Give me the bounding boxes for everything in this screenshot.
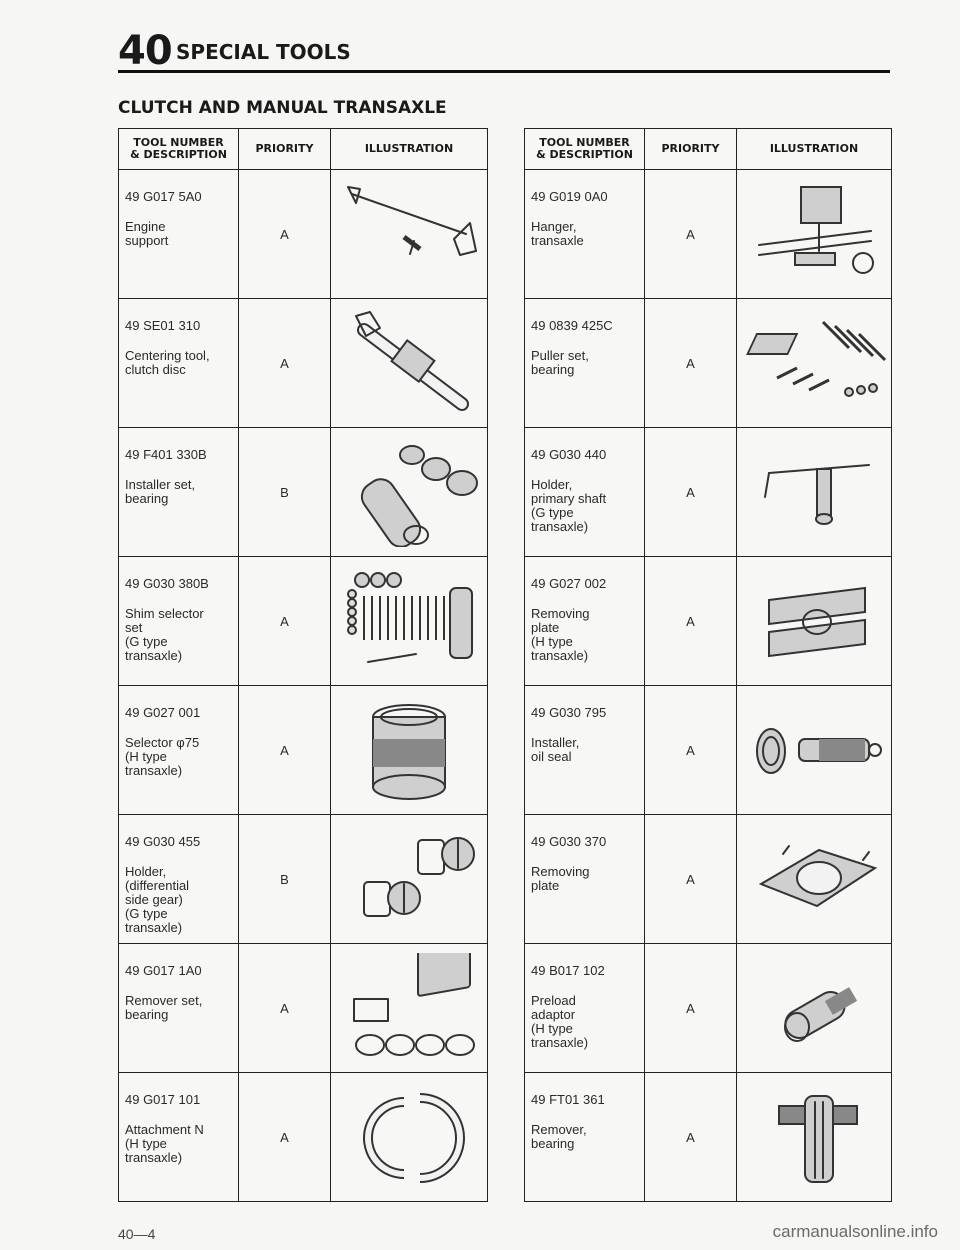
- priority-cell: A: [645, 428, 737, 556]
- table-row: [525, 944, 891, 1073]
- priority-cell: A: [645, 299, 737, 427]
- tool-description: Preload adaptor (H type transaxle): [531, 993, 589, 1050]
- table-row: [525, 557, 891, 686]
- illustration-cell: [331, 299, 487, 427]
- tool-description: Centering tool, clutch disc: [125, 348, 210, 377]
- priority-cell: A: [645, 944, 737, 1072]
- page-header: [118, 22, 890, 73]
- header-tool-number: TOOL NUMBER & DESCRIPTION: [119, 129, 239, 169]
- tool-cell: [119, 428, 239, 556]
- oil-seal-installer-icon: [739, 695, 889, 805]
- table-row: [525, 1073, 891, 1201]
- chapter-title: SPECIAL TOOLS: [176, 40, 351, 64]
- tool-description: Installer set, bearing: [125, 477, 196, 506]
- tool-number: 49 SE01 310: [125, 318, 201, 333]
- illustration-cell: [331, 428, 487, 556]
- tool-description: Attachment N (H type transaxle): [125, 1122, 204, 1165]
- tool-cell: [525, 299, 645, 427]
- removing-plate-ring-icon: [739, 824, 889, 934]
- tool-description: Installer, oil seal: [531, 735, 580, 764]
- tool-cell: [119, 170, 239, 298]
- shim-selector-icon: [334, 566, 484, 676]
- priority-cell: A: [239, 170, 331, 298]
- header-priority: PRIORITY: [645, 129, 737, 169]
- tool-cell: [119, 686, 239, 814]
- preload-adaptor-icon: [739, 953, 889, 1063]
- tool-description: Puller set, bearing: [531, 348, 589, 377]
- priority-cell: A: [239, 557, 331, 685]
- table-row: [119, 170, 487, 299]
- page-number: 40—4: [118, 1226, 156, 1242]
- illustration-cell: [331, 1073, 487, 1201]
- tool-number: 49 G017 5A0: [125, 189, 202, 204]
- tool-number: 49 G017 1A0: [125, 963, 202, 978]
- tool-description: Shim selector set (G type transaxle): [125, 606, 204, 663]
- puller-set-icon: [739, 308, 889, 418]
- tool-description: Engine support: [125, 219, 169, 248]
- centering-tool-icon: [334, 308, 484, 418]
- table-row: [119, 428, 487, 557]
- table-header: [119, 129, 487, 170]
- selector-icon: [334, 695, 484, 805]
- holder-gear-icon: [334, 824, 484, 934]
- priority-cell: A: [645, 686, 737, 814]
- section-title: CLUTCH AND MANUAL TRANSAXLE: [118, 98, 447, 118]
- tool-number: 49 FT01 361: [531, 1092, 605, 1107]
- tool-cell: [119, 815, 239, 943]
- priority-cell: A: [645, 557, 737, 685]
- tool-cell: [119, 557, 239, 685]
- removing-plate-icon: [739, 566, 889, 676]
- tool-number: 49 G019 0A0: [531, 189, 608, 204]
- priority-cell: A: [645, 1073, 737, 1201]
- tool-cell: [525, 815, 645, 943]
- tool-number: 49 B017 102: [531, 963, 605, 978]
- tool-number: 49 G027 001: [125, 705, 201, 720]
- installer-set-icon: [334, 437, 484, 547]
- illustration-cell: [737, 944, 891, 1072]
- tool-description: Removing plate (H type transaxle): [531, 606, 590, 663]
- tool-number: 49 G030 440: [531, 447, 607, 462]
- illustration-cell: [331, 944, 487, 1072]
- illustration-cell: [737, 557, 891, 685]
- illustration-cell: [331, 557, 487, 685]
- chapter-number: 40: [118, 28, 172, 74]
- tool-description: Removing plate: [531, 864, 590, 893]
- tool-cell: [525, 686, 645, 814]
- hanger-icon: [739, 179, 889, 289]
- priority-cell: A: [239, 944, 331, 1072]
- tool-cell: [119, 1073, 239, 1201]
- tool-description: Holder, primary shaft (G type transaxle): [531, 477, 607, 534]
- illustration-cell: [331, 686, 487, 814]
- remover-set-icon: [334, 953, 484, 1063]
- attachment-icon: [334, 1082, 484, 1192]
- header-illustration: ILLUSTRATION: [769, 142, 859, 155]
- tool-description: Remover set, bearing: [125, 993, 203, 1022]
- priority-cell: B: [239, 428, 331, 556]
- tool-description: Hanger, transaxle: [531, 219, 584, 248]
- tool-cell: [119, 299, 239, 427]
- left-tools-table: [118, 128, 488, 1202]
- tool-number: 49 G030 455: [125, 834, 201, 849]
- table-row: [525, 428, 891, 557]
- tool-cell: [525, 428, 645, 556]
- tool-number: 49 G017 101: [125, 1092, 201, 1107]
- illustration-cell: [331, 170, 487, 298]
- header-tool-number: TOOL NUMBER & DESCRIPTION: [525, 129, 645, 169]
- tool-description: Remover, bearing: [531, 1122, 587, 1151]
- table-row: [119, 557, 487, 686]
- table-row: [525, 686, 891, 815]
- header-illustration: ILLUSTRATION: [364, 142, 454, 155]
- tool-number: 49 F401 330B: [125, 447, 207, 462]
- tool-cell: [525, 170, 645, 298]
- header-priority: PRIORITY: [239, 129, 331, 169]
- tool-number: 49 G030 795: [531, 705, 607, 720]
- illustration-cell: [737, 299, 891, 427]
- tool-cell: [525, 944, 645, 1072]
- table-row: [525, 815, 891, 944]
- priority-cell: A: [239, 686, 331, 814]
- tool-description: Selector φ75 (H type transaxle): [125, 735, 200, 778]
- tool-cell: [525, 1073, 645, 1201]
- illustration-cell: [331, 815, 487, 943]
- illustration-cell: [737, 428, 891, 556]
- remover-bearing-icon: [739, 1082, 889, 1192]
- priority-cell: A: [239, 299, 331, 427]
- table-row: [119, 686, 487, 815]
- tool-number: 49 G030 370: [531, 834, 607, 849]
- tool-number: 49 0839 425C: [531, 318, 613, 333]
- table-header: [525, 129, 891, 170]
- illustration-cell: [737, 815, 891, 943]
- right-tools-table: [524, 128, 892, 1202]
- tool-cell: [525, 557, 645, 685]
- holder-shaft-icon: [739, 437, 889, 547]
- tool-number: 49 G027 002: [531, 576, 607, 591]
- tool-cell: [119, 944, 239, 1072]
- engine-support-icon: [334, 179, 484, 289]
- priority-cell: B: [239, 815, 331, 943]
- priority-cell: A: [239, 1073, 331, 1201]
- illustration-cell: [737, 170, 891, 298]
- table-row: [525, 299, 891, 428]
- table-row: [119, 815, 487, 944]
- table-row: [119, 944, 487, 1073]
- tool-number: 49 G030 380B: [125, 576, 209, 591]
- illustration-cell: [737, 1073, 891, 1201]
- tool-description: Holder, (differential side gear) (G type transaxle): [125, 864, 190, 935]
- table-row: [525, 170, 891, 299]
- priority-cell: A: [645, 815, 737, 943]
- watermark: carmanualsonline.info: [772, 1222, 938, 1241]
- priority-cell: A: [645, 170, 737, 298]
- table-row: [119, 1073, 487, 1201]
- table-row: [119, 299, 487, 428]
- illustration-cell: [737, 686, 891, 814]
